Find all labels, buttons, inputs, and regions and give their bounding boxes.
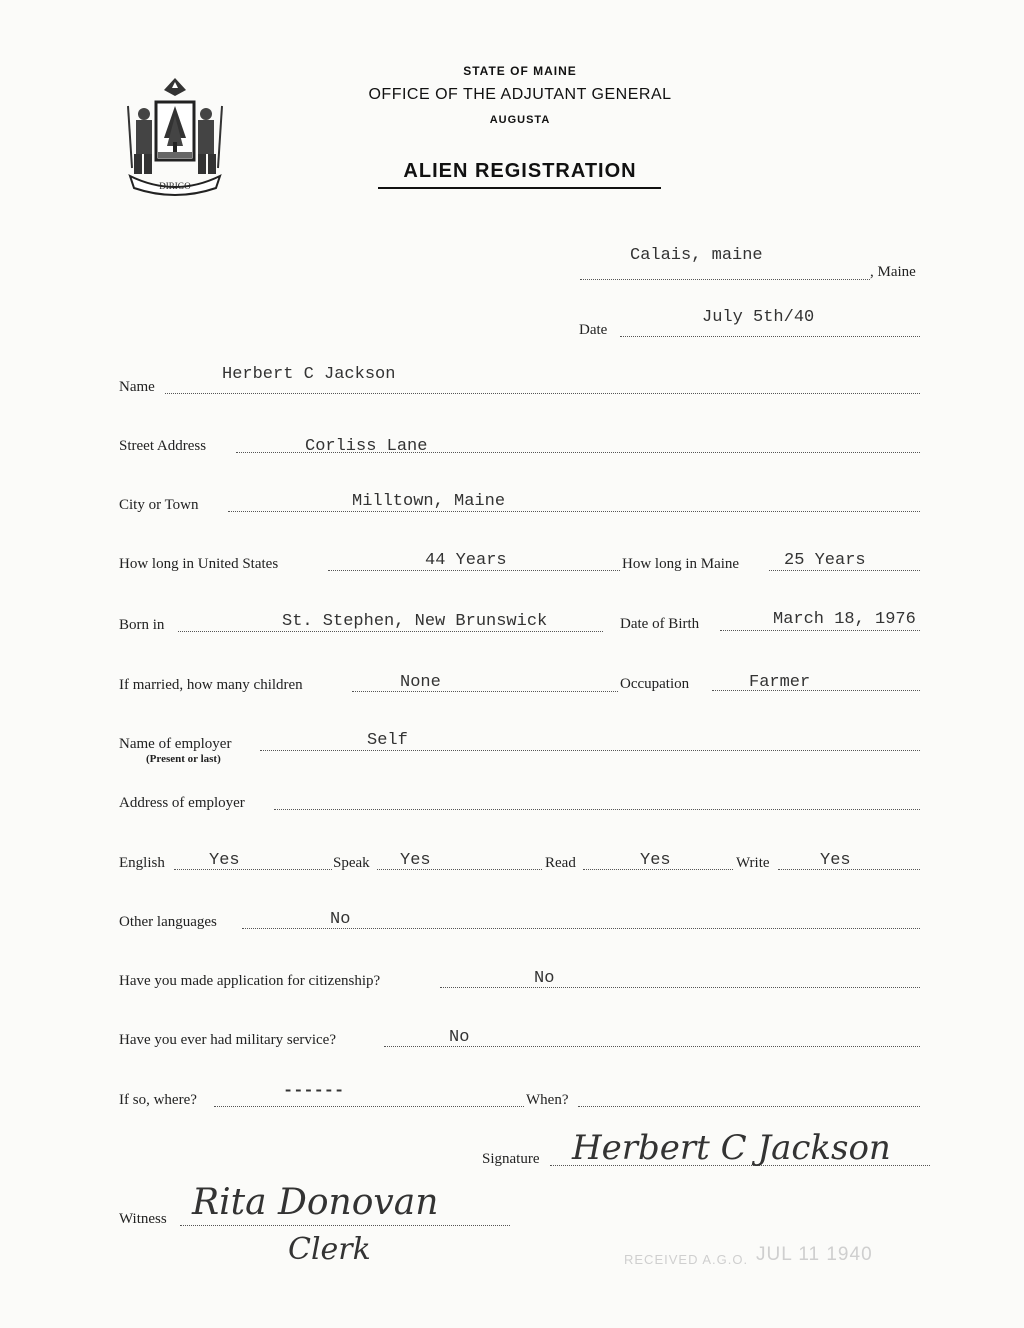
employer-value: Self: [367, 731, 408, 750]
witness-label: Witness: [119, 1211, 167, 1227]
how-long-us-label: How long in United States: [119, 556, 279, 572]
other-languages-value: No: [330, 910, 351, 929]
how-long-maine-label: How long in Maine: [622, 556, 740, 572]
read-line: [583, 869, 733, 870]
page-title: ALIEN REGISTRATION: [403, 160, 637, 182]
other-languages-line: [242, 928, 920, 929]
write-label: Write: [736, 855, 770, 871]
speak-value: Yes: [400, 851, 431, 870]
born-in-line: [178, 631, 603, 632]
witness-title: Clerk: [288, 1232, 371, 1267]
place-value: Calais, maine: [630, 246, 763, 265]
dob-line: [720, 630, 920, 631]
children-line: [352, 691, 618, 692]
citizenship-label: Have you made application for citizenship?: [119, 973, 381, 989]
born-in-value: St. Stephen, New Brunswick: [282, 612, 548, 631]
how-long-maine-value: 25 Years: [784, 551, 866, 570]
employer-line: [260, 750, 920, 751]
signature-label: Signature: [482, 1151, 540, 1167]
seal-motto: DIRIGO: [159, 181, 191, 191]
speak-line: [377, 869, 542, 870]
where-line: [214, 1106, 524, 1107]
street-line: [236, 452, 920, 453]
name-line: [165, 393, 920, 394]
street-label: Street Address: [119, 438, 207, 454]
occupation-value: Farmer: [749, 673, 811, 692]
dob-label: Date of Birth: [620, 616, 700, 632]
date-value: July 5th/40: [702, 308, 815, 327]
occupation-line: [712, 690, 920, 691]
occupation-label: Occupation: [620, 676, 690, 692]
witness-line: [180, 1225, 510, 1226]
name-value: Herbert C Jackson: [222, 365, 396, 384]
how-long-maine-line: [769, 570, 920, 571]
title-underline: [378, 187, 661, 189]
when-label: When?: [526, 1092, 569, 1108]
citizenship-value: No: [534, 969, 555, 988]
when-line: [578, 1106, 920, 1107]
read-value: Yes: [640, 851, 671, 870]
military-value: No: [449, 1028, 470, 1047]
english-line: [174, 869, 332, 870]
date-line: [620, 336, 920, 337]
dob-value: March 18, 1976: [773, 610, 916, 629]
english-label: English: [119, 855, 165, 871]
header-city: AUGUSTA: [489, 114, 551, 126]
signature-value: Herbert C Jackson: [572, 1128, 891, 1168]
english-value: Yes: [209, 851, 240, 870]
military-label: Have you ever had military service?: [119, 1032, 336, 1048]
header-office: OFFICE OF THE ADJUTANT GENERAL: [368, 86, 672, 103]
employer-label: Name of employer: [119, 736, 232, 752]
write-line: [778, 869, 920, 870]
read-label: Read: [545, 855, 576, 871]
where-label: If so, where?: [119, 1092, 197, 1108]
write-value: Yes: [820, 851, 851, 870]
city-label: City or Town: [119, 497, 199, 513]
date-label: Date: [579, 322, 608, 338]
employer-sublabel: (Present or last): [146, 753, 221, 765]
street-value: Corliss Lane: [305, 437, 428, 456]
how-long-us-line: [328, 570, 620, 571]
witness-value: Rita Donovan: [192, 1182, 439, 1223]
received-stamp: RECEIVED A.G.O.: [624, 1252, 749, 1267]
name-label: Name: [119, 379, 155, 395]
military-line: [384, 1046, 920, 1047]
children-value: None: [400, 673, 441, 692]
children-label: If married, how many children: [119, 677, 303, 693]
place-suffix: , Maine: [870, 264, 916, 280]
place-line: [580, 279, 870, 280]
speak-label: Speak: [333, 855, 370, 871]
city-value: Milltown, Maine: [352, 492, 506, 511]
born-in-label: Born in: [119, 617, 165, 633]
where-value: ------: [283, 1082, 345, 1101]
employer-address-label: Address of employer: [119, 795, 245, 811]
how-long-us-value: 44 Years: [425, 551, 507, 570]
city-line: [228, 511, 920, 512]
header-state: STATE OF MAINE: [463, 64, 577, 78]
employer-address-line: [274, 809, 920, 810]
received-stamp-date: JUL 11 1940: [756, 1244, 873, 1265]
other-languages-label: Other languages: [119, 914, 217, 930]
citizenship-line: [440, 987, 920, 988]
